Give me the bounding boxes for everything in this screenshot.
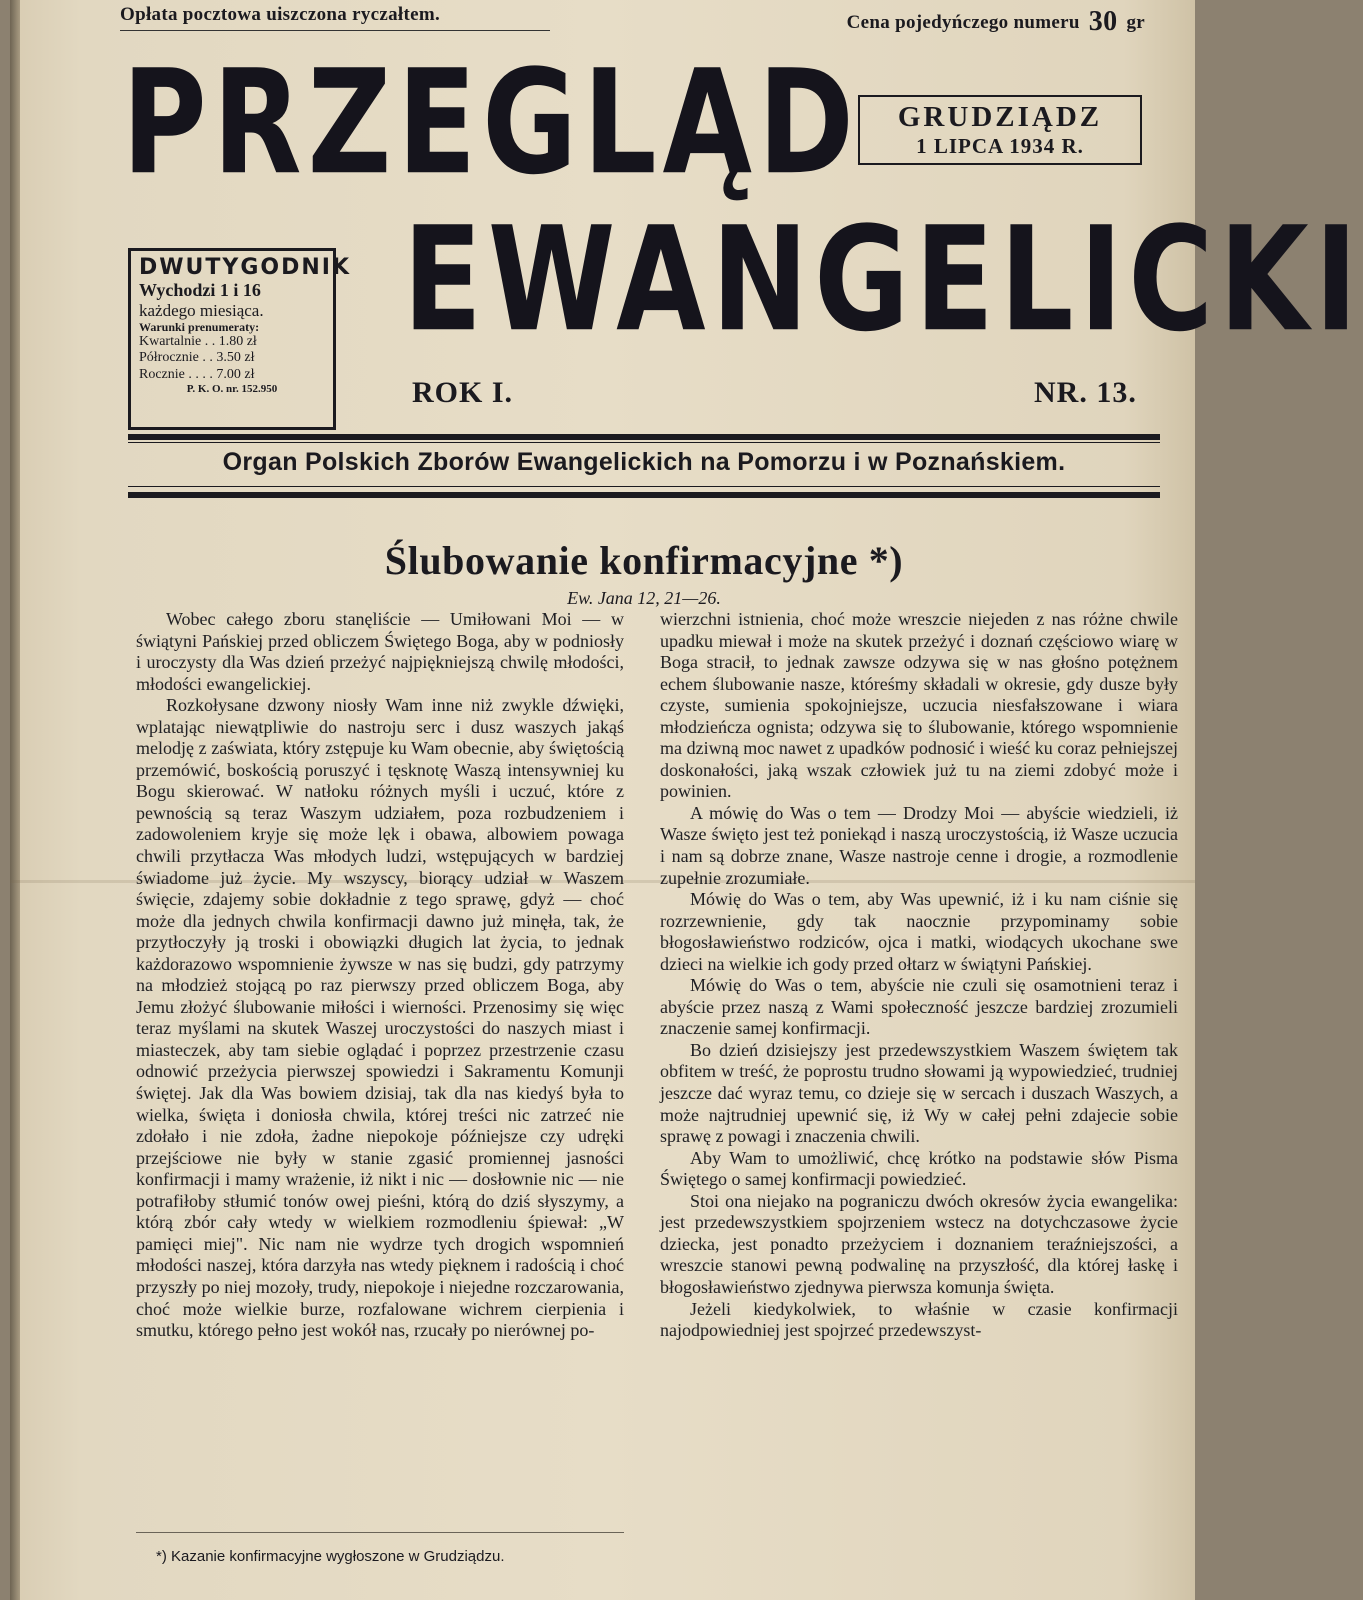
postal-note: Opłata pocztowa uiszczona ryczałtem. <box>120 4 441 25</box>
postal-underline <box>120 30 550 31</box>
issue-year: ROK I. <box>412 376 514 409</box>
subscription-terms: Warunki prenumeraty: <box>139 319 260 334</box>
subscription-heading: DWUTYGODNIK <box>139 255 351 280</box>
price-note <box>847 4 1145 36</box>
subscription-row: Rocznie . . . . 7.00 zł <box>139 366 255 382</box>
subscription-row: Półrocznie . . 3.50 zł <box>139 350 255 366</box>
article-left-column <box>136 609 624 1524</box>
price-unit: gr <box>1126 12 1145 33</box>
footnote-rule <box>136 1532 624 1533</box>
paragraph: A mówię do Was o tem — Drodzy Moi — abyście wiedzieli, iż Wasze święto jest też poniekąd i naszą uroczystością, iż Wasze uczucia i nam są dobrze znane, Wasze nastroje cenne i drogie, a rozmodlenie zupełnie zrozumiałe. <box>660 802 1178 888</box>
paragraph: wierzchni istnienia, choć może wreszcie niejeden z nas różne chwile upadku miewał i może na skutek przeżyć i doznań częściowo wiarę w Boga stracił, to jednak zawsze odzywa się w nas głośno potężnem echem ślubowanie nasze, któreśmy składali w okresie, gdy dusze były czyste, sumienia spokojniejsze, uczucia niesfałszowane i wiara młodzieńcza ognista; odzywa się to ślubowanie, którego wspomnienie ma dziwną moc nawet z upadków podnosić i wieść ku coraz pełniejszej doskonałości, jaką wszak człowiek już tu na ziemi zdobyć może i powinien. <box>660 609 1178 802</box>
paragraph: Jeżeli kiedykolwiek, to właśnie w czasie konfirmacji najodpowiedniej jest spojrzeć przedewszyst- <box>660 1298 1178 1341</box>
subscription-month: każdego miesiąca. <box>139 300 264 320</box>
date-box-city: GRUDZIĄDZ <box>897 101 1103 133</box>
rule-top-thick <box>128 434 1160 440</box>
rule-bottom-thin <box>128 486 1160 487</box>
article-verse: Ew. Jana 12, 21—26. <box>567 588 721 608</box>
masthead-line-1: PRZEGLĄD <box>122 38 860 207</box>
paragraph: Wobec całego zboru stanęliście — Umiłowani Moi — w świątyni Pańskiej przed obliczem Świętego Boga, aby w podniosły i uroczysty dla Was dzień przeżyć najpiękniejszą chwilę młodości, młodości ewangelickiej. <box>136 609 624 694</box>
rule-top-thin <box>128 442 1160 443</box>
subscription-pko: P. K. O. nr. 152.950 <box>186 382 278 395</box>
article-title-mark: *) <box>868 538 904 583</box>
price-value: 30 <box>1088 6 1118 37</box>
subscription-schedule: Wychodzi 1 i 16 <box>139 280 261 301</box>
paragraph: Stoi ona niejako na pograniczu dwóch okresów życia ewangelika: jest przedewszystkiem spojrzeniem wstecz na dotychczasowe życie dziecka, jest ponadto przeżyciem i doznaniem teraźniejszości, a wreszcie stanowi pewną podwalinę na przyszłość, dla której łaskę i błogosławieństwo zjednywa pierwsza komunja święta. <box>660 1190 1178 1297</box>
newspaper-page <box>10 0 1363 1600</box>
date-box-date: 1 LIPCA 1934 R. <box>916 134 1084 158</box>
article-title-text: Ślubowanie konfirmacyjne <box>384 538 859 583</box>
date-box <box>858 95 1142 165</box>
organ-line: Organ Polskich Zborów Ewangelickich na Pomorzu i w Poznańskiem. <box>222 448 1066 476</box>
page-edge-shadow <box>10 0 20 1600</box>
paragraph: Mówię do Was o tem, abyście nie czuli się osamotnieni teraz i abyście przez naszą z Wami społeczność jeszcze bardziej zrozumieli znaczenie samej konfirmacji. <box>660 975 1178 1039</box>
footnote: *) Kazanie konfirmacyjne wygłoszone w Grudziądzu. <box>156 1548 505 1565</box>
paragraph: Rozkołysane dzwony niosły Wam inne niż zwykle dźwięki, wplatając niewątpliwie do nastroju serc i dusz waszych jakąś melodję z zaświata, który zstępuje ku Wam obecnie, aby świętością przemówić, boskością poruszyć i tęsknotę Waszą intensywniej ku Bogu skierować. W natłoku różnych myśli i uczuć, które z pewnością są teraz Waszym udziałem, poza rozbudzeniem i zadowoleniem kryje się może lęk i obawa, albowiem powaga chwili przytłacza Was młodych ludzi, wstępujących w bardziej świadome już życie. My wszyscy, biorący udział w Waszem święcie, zdajemy sobie dokładnie z tego sprawę, gdyż — choć może dla jednych chwila konfirmacji dawno już minęła, tak, że przytłoczyły ją troski i obowiązki długich lat życia, to jednak każdorazowo wspomnienie żywsze w nas się budzi, gdy patrzymy na młodzież stojącą po raz pierwszy przed obliczem Boga, aby Jemu złożyć ślubowanie miłości i wierności. Przenosimy się więc teraz myślami na skutek Waszej uroczystości do naszych miast i miasteczek, aby tam siebie oglądać i poprzez przestrzenie czasu odnowić przeżycia pierwszej spowiedzi i Sakramentu Komunji świętej. Jak dla Was bowiem dzisiaj, tak dla nas kiedyś była to wielka, święta i doniosła chwila, której treści nic zatrzeć nie zdołało i nie zdoła, żadne niepokoje późniejsze czy udręki przejściowe nie były w stanie zgasić promiennej jasności konfirmacji i mamy wrażenie, iż nikt i nic — dosłownie nic — nie potrafiłoby stłumić tonów owej pieśni, którą do dziś słyszymy, a którą zbór cały wtedy w wielkiem rozmodleniu śpiewał: „W pamięci miej". Nic nam nie wydrze tych drogich wspomnień młodości naszej, która darzyła nas wtedy pięknem i radością i choć przyszły po niej mozoły, trudy, niepokoje i niejedne rozczarowania, choć może wielkie burze, rozfalowane wichrem cierpienia i smutku, którego pełno jest wokół nas, rzucały po nierównej po- <box>136 695 624 1341</box>
masthead-line-2: EWANGELICKI <box>403 195 1363 364</box>
paragraph: Bo dzień dzisiejszy jest przedewszystkiem Waszem świętem tak obfitem w treść, że poprostu trudno słowami ją wypowiedzieć, trudniej jeszcze dać wyraz temu, co dzieje się w sercach i duszach Waszych, a może najtrudniej upewnić się, iż Wy w całej pełni zdajecie sobie sprawę z powagi i znaczenia chwili. <box>660 1039 1178 1147</box>
subscription-row: Kwartalnie . . 1.80 zł <box>139 334 257 350</box>
price-label: Cena pojedyńczego numeru <box>846 12 1080 33</box>
issue-number: NR. 13. <box>1034 376 1137 409</box>
paragraph: Mówię do Was o tem, aby Was upewnić, iż i ku nam ciśnie się rozrzewnienie, gdy tak naocznie przypominamy sobie błogosławieństwo rodziców, ojca i matki, wiodących ukochane swe dzieci na wielkie ich gody przed ołtarz w świątyni Pańskiej. <box>660 889 1178 974</box>
article-right-column <box>660 609 1178 1600</box>
paragraph: Aby Wam to umożliwić, chcę krótko na podstawie słów Pisma Świętego o samej konfirmacji powiedzieć. <box>660 1147 1178 1190</box>
rule-bottom-thick <box>128 492 1160 498</box>
subscription-box <box>128 248 351 430</box>
article-title <box>128 537 1160 584</box>
